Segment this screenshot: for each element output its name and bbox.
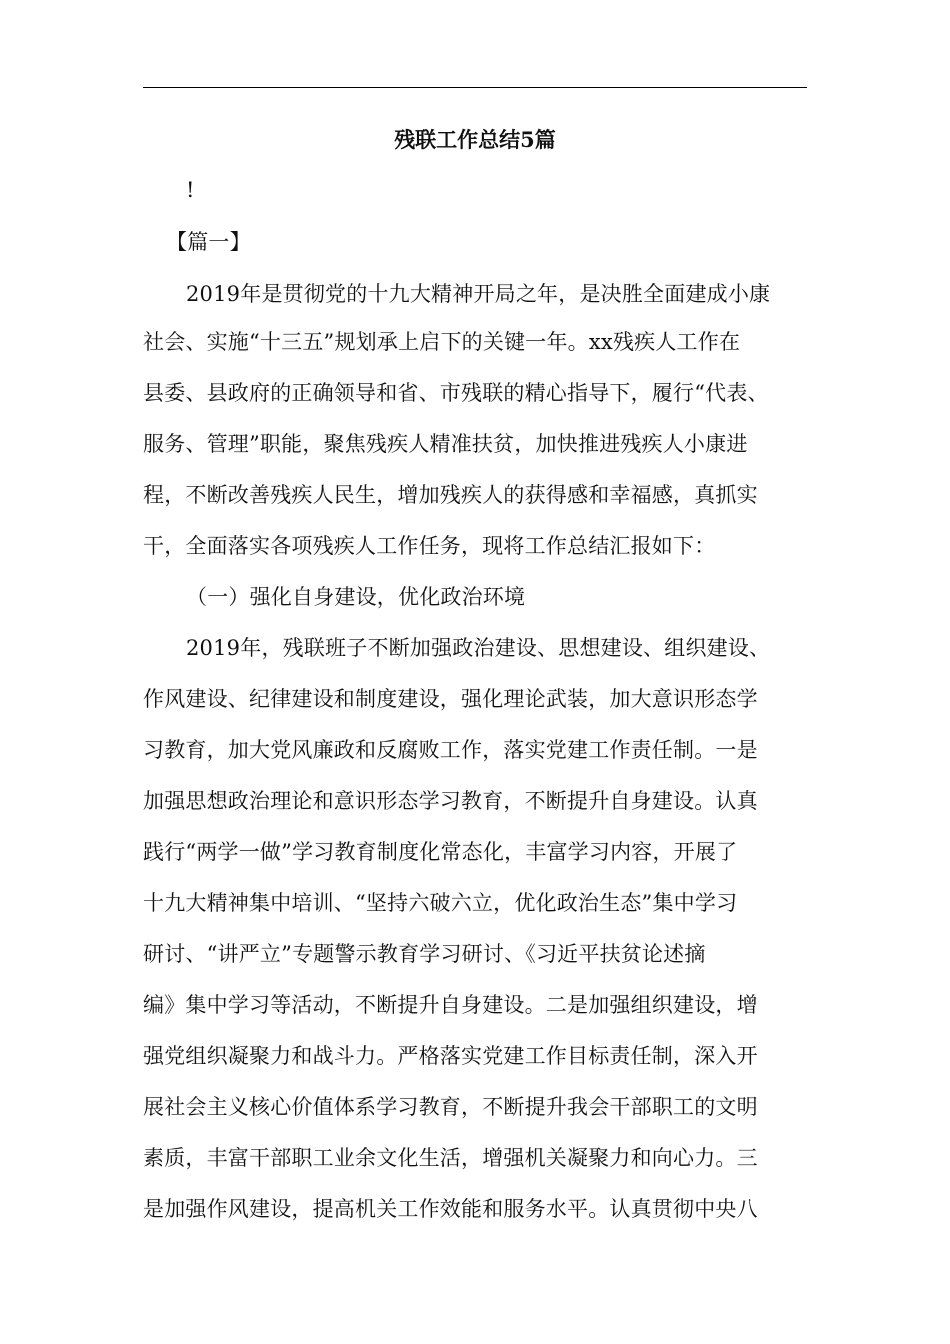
- body-line: !: [186, 178, 195, 202]
- body-line: 展社会主义核心价值体系学习教育，不断提升我会干部职工的文明: [143, 1095, 758, 1119]
- body-line: 干，全面落实各项残疾人工作任务，现将工作总结汇报如下：: [143, 534, 716, 558]
- body-line: 十九大精神集中培训、“坚持六破六立，优化政治生态”集中学习: [143, 891, 738, 915]
- section-heading: 【篇一】: [166, 230, 251, 254]
- body-line: 强党组织凝聚力和战斗力。严格落实党建工作目标责任制，深入开: [143, 1044, 758, 1068]
- body-line: 是加强作风建设，提高机关工作效能和服务水平。认真贯彻中央八: [143, 1197, 758, 1221]
- document-title: 残联工作总结5篇: [394, 127, 556, 152]
- body-line: 素质，丰富干部职工业余文化生活，增强机关凝聚力和向心力。三: [143, 1146, 758, 1170]
- subsection-heading: （一）强化自身建设，优化政治环境: [186, 585, 526, 609]
- body-line: 程，不断改善残疾人民生，增加残疾人的获得感和幸福感，真抓实: [143, 483, 758, 507]
- header-rule: [143, 87, 807, 88]
- body-line: 服务、管理”职能，聚焦残疾人精准扶贫，加快推进残疾人小康进: [143, 432, 748, 456]
- body-line: 研讨、“讲严立”专题警示教育学习研讨、《习近平扶贫论述摘: [143, 942, 706, 966]
- body-line: 作风建设、纪律建设和制度建设，强化理论武装，加大意识形态学: [143, 687, 758, 711]
- body-line: 县委、县政府的正确领导和省、市残联的精心指导下，履行“代表、: [143, 381, 769, 405]
- body-line: 习教育，加大党风廉政和反腐败工作，落实党建工作责任制。一是: [143, 738, 758, 762]
- body-line: 践行“两学一做”学习教育制度化常态化，丰富学习内容，开展了: [143, 840, 738, 864]
- body-line: 社会、实施“十三五”规划承上启下的关键一年。xx残疾人工作在: [143, 330, 741, 354]
- body-line: 2019年是贯彻党的十九大精神开局之年，是决胜全面建成小康: [186, 282, 771, 306]
- body-line: 2019年，残联班子不断加强政治建设、思想建设、组织建设、: [186, 636, 771, 660]
- body-line: 加强思想政治理论和意识形态学习教育，不断提升自身建设。认真: [143, 789, 758, 813]
- body-line: 编》集中学习等活动，不断提升自身建设。二是加强组织建设，增: [143, 993, 758, 1017]
